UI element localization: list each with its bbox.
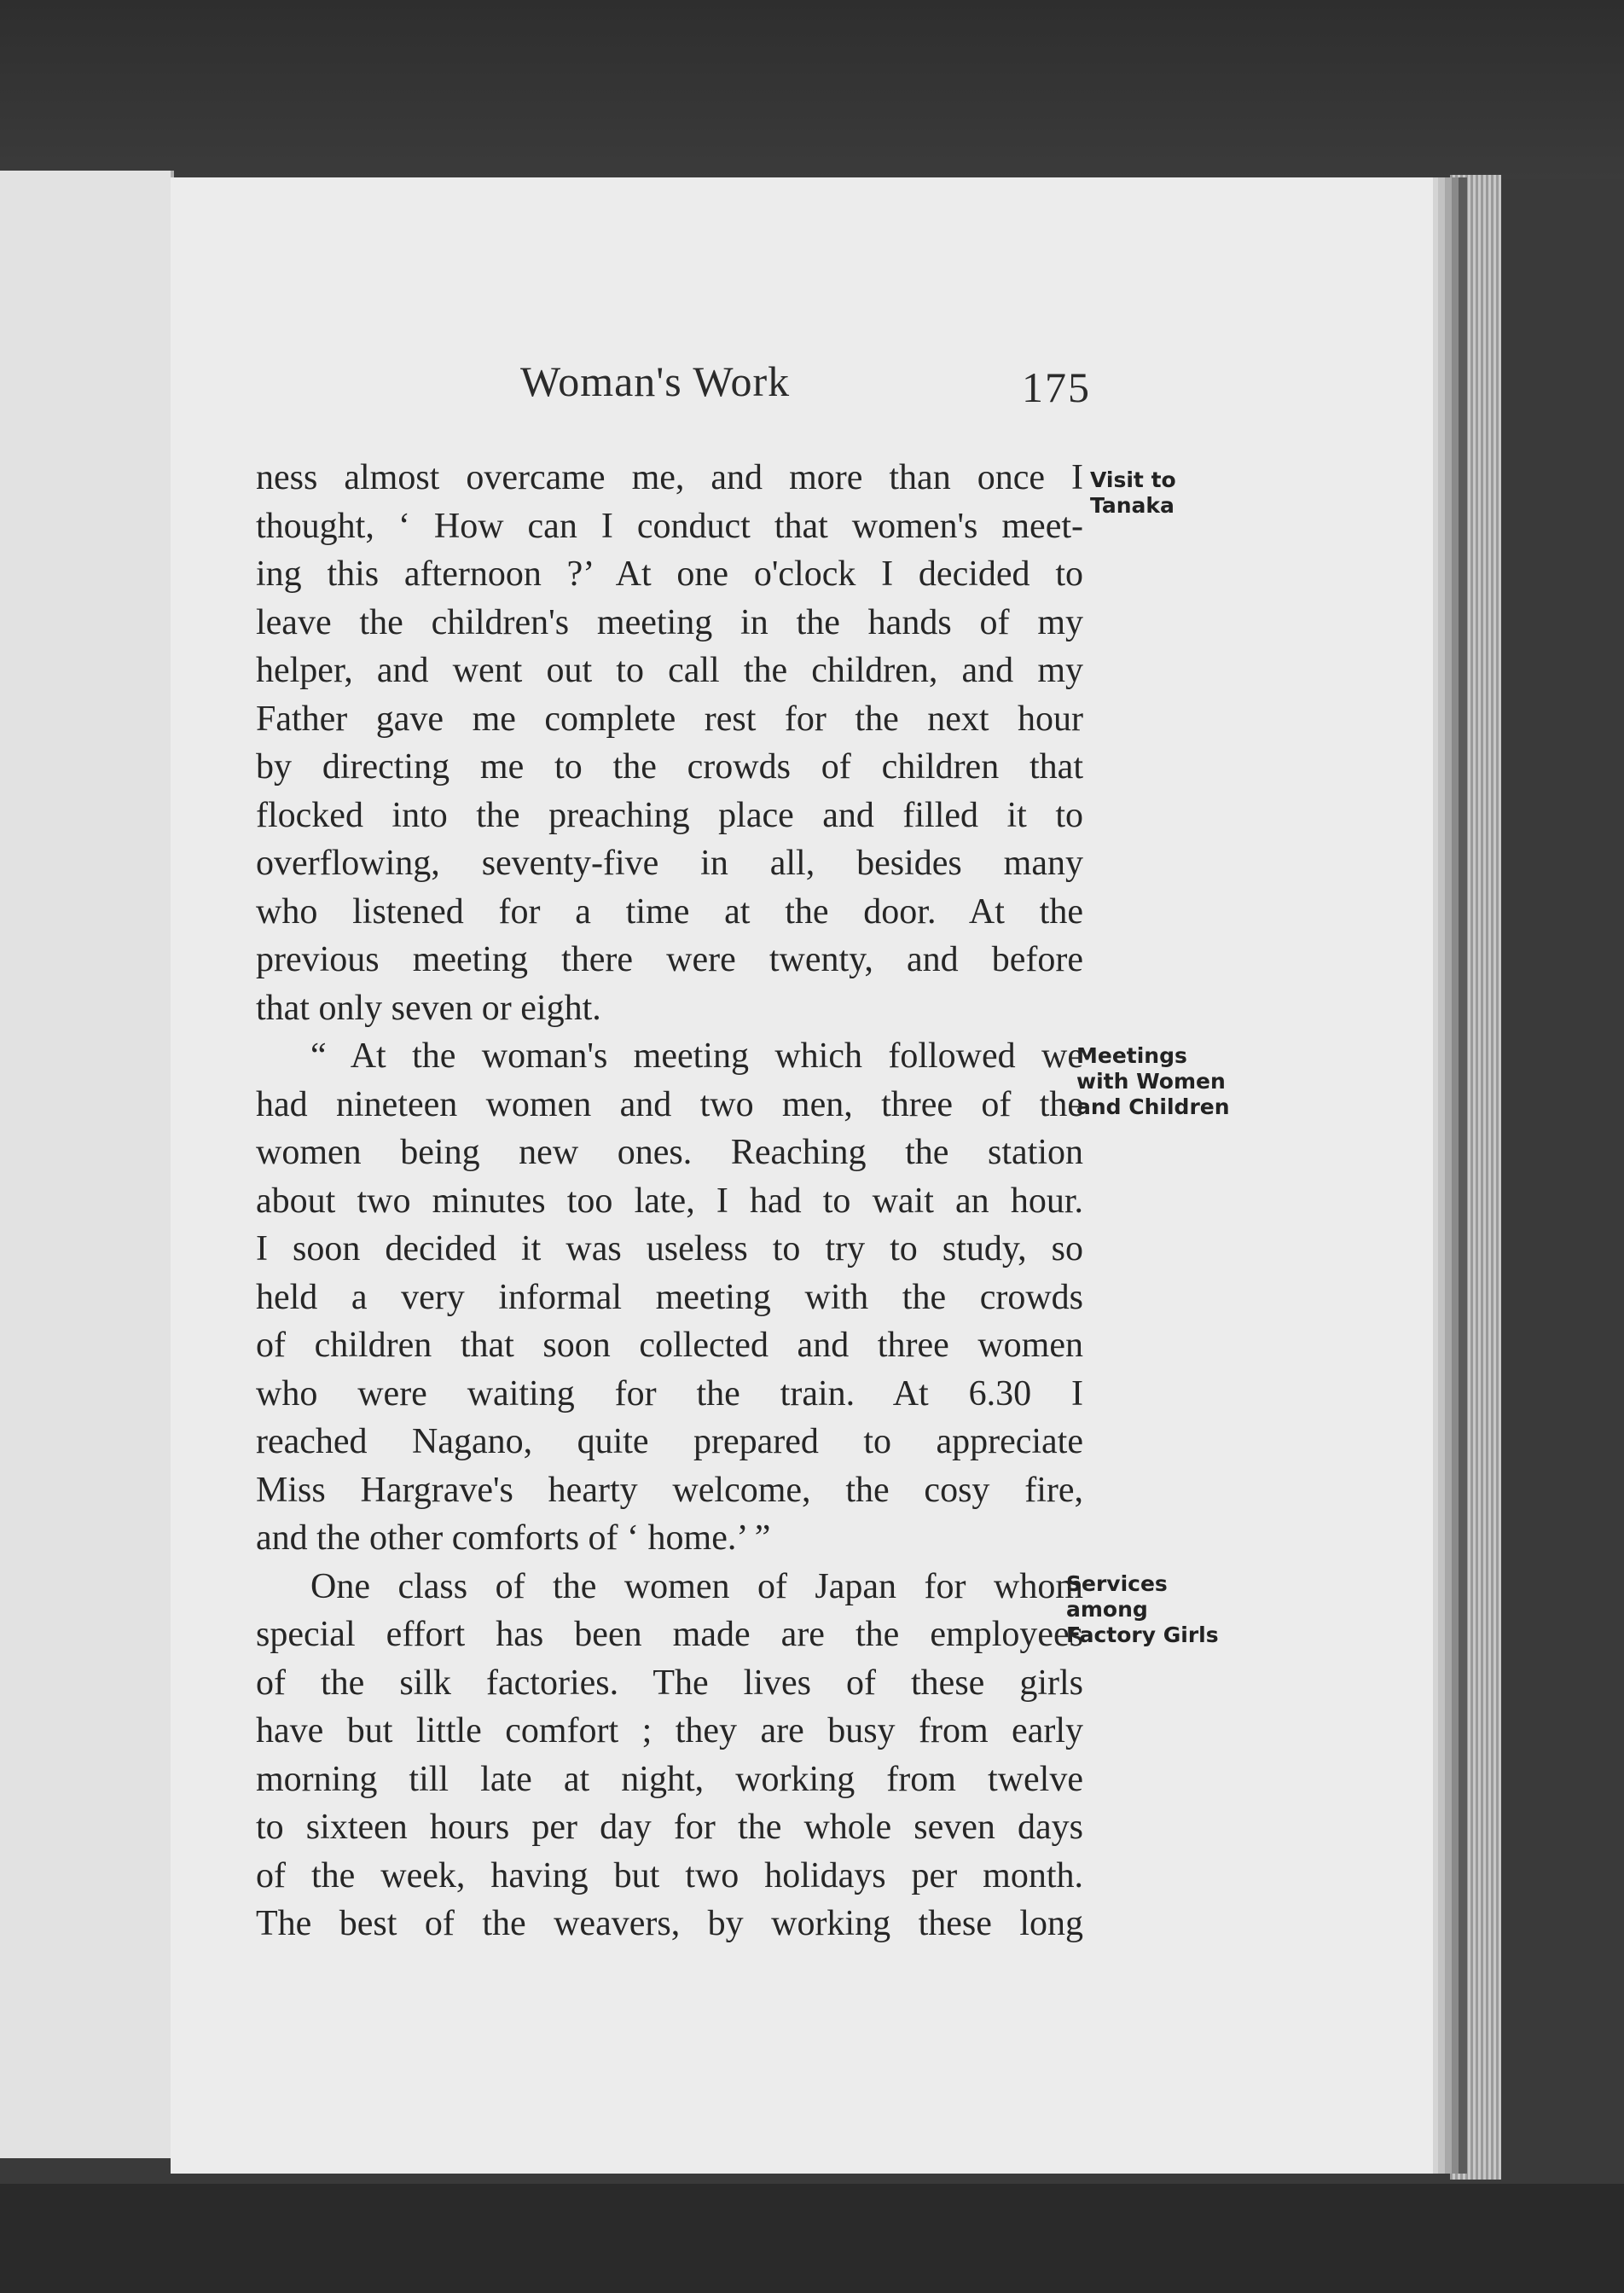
text-line: leave the children's meeting in the hands of my bbox=[256, 602, 1083, 642]
text-line: of the silk factories. The lives of these girls bbox=[256, 1663, 1083, 1703]
text-line: that only seven or eight. bbox=[256, 988, 601, 1028]
text-line: helper, and went out to call the children, and my bbox=[256, 651, 1083, 690]
text-line: who were waiting for the train. At 6.30 I bbox=[256, 1373, 1083, 1414]
scan-backdrop-bottom bbox=[0, 2184, 1624, 2293]
text-line: and the other comforts of ‘ home.’ ” bbox=[256, 1518, 771, 1558]
text-line: held a very informal meeting with the crowds bbox=[256, 1277, 1083, 1317]
paragraph bbox=[256, 454, 1083, 1032]
text-line: previous meeting there were twenty, and before bbox=[256, 940, 1083, 979]
text-line: ness almost overcame me, and more than once I bbox=[256, 458, 1083, 497]
facing-page-edge bbox=[0, 171, 174, 2158]
margin-note-line: with Women bbox=[1076, 1069, 1226, 1094]
text-line: Father gave me complete rest for the next hour bbox=[256, 699, 1083, 739]
text-line: “ At the woman's meeting which followed we bbox=[310, 1036, 1083, 1076]
margin-note-line: Services bbox=[1066, 1571, 1168, 1596]
text-line: special effort has been made are the employees bbox=[256, 1615, 1083, 1654]
margin-note bbox=[1090, 467, 1176, 519]
page-number: 175 bbox=[1022, 363, 1091, 411]
text-line: to sixteen hours per day for the whole seven days bbox=[256, 1808, 1083, 1847]
text-line: of the week, having but two holidays per month. bbox=[256, 1855, 1083, 1895]
body-text bbox=[256, 454, 1083, 1948]
margin-note-line: among bbox=[1066, 1597, 1148, 1622]
text-line: reached Nagano, quite prepared to appreciate bbox=[256, 1422, 1083, 1461]
margin-note-line: Meetings bbox=[1076, 1043, 1187, 1068]
book-page-edges bbox=[1450, 175, 1501, 2180]
running-title: Woman's Work bbox=[520, 357, 791, 405]
text-line: of children that soon collected and three women bbox=[256, 1326, 1083, 1365]
margin-note-line: Tanaka bbox=[1090, 493, 1174, 518]
margin-note-line: and Children bbox=[1076, 1094, 1230, 1119]
scan-backdrop-top bbox=[0, 0, 1624, 179]
text-line: thought, ‘ How can I conduct that women's meet- bbox=[256, 506, 1083, 546]
paragraph bbox=[256, 1032, 1083, 1563]
margin-note-line: Factory Girls bbox=[1066, 1623, 1219, 1647]
margin-note-line: Visit to bbox=[1090, 467, 1176, 492]
text-line: by directing me to the crowds of children that bbox=[256, 747, 1083, 787]
text-line: morning till late at night, working from twelve bbox=[256, 1759, 1083, 1799]
text-line: One class of the women of Japan for whom bbox=[310, 1566, 1083, 1606]
text-line: I soon decided it was useless to try to study, so bbox=[256, 1229, 1083, 1268]
text-line: about two minutes too late, I had to wait an hour. bbox=[256, 1181, 1083, 1221]
text-line: had nineteen women and two men, three of the bbox=[256, 1084, 1083, 1124]
text-line: ing this afternoon ?’ At one o'clock I decided to bbox=[256, 554, 1083, 594]
text-line: have but little comfort ; they are busy from early bbox=[256, 1711, 1083, 1750]
paragraph bbox=[256, 1563, 1083, 1948]
text-line: Miss Hargrave's hearty welcome, the cosy fire, bbox=[256, 1470, 1083, 1510]
text-line: who listened for a time at the door. At the bbox=[256, 891, 1083, 932]
margin-note bbox=[1066, 1571, 1219, 1648]
text-line: The best of the weavers, by working these long bbox=[256, 1904, 1083, 1943]
margin-note bbox=[1076, 1043, 1230, 1120]
text-line: flocked into the preaching place and filled it to bbox=[256, 795, 1083, 835]
text-line: overflowing, seventy-five in all, besides many bbox=[256, 844, 1083, 883]
text-line: women being new ones. Reaching the station bbox=[256, 1133, 1083, 1172]
